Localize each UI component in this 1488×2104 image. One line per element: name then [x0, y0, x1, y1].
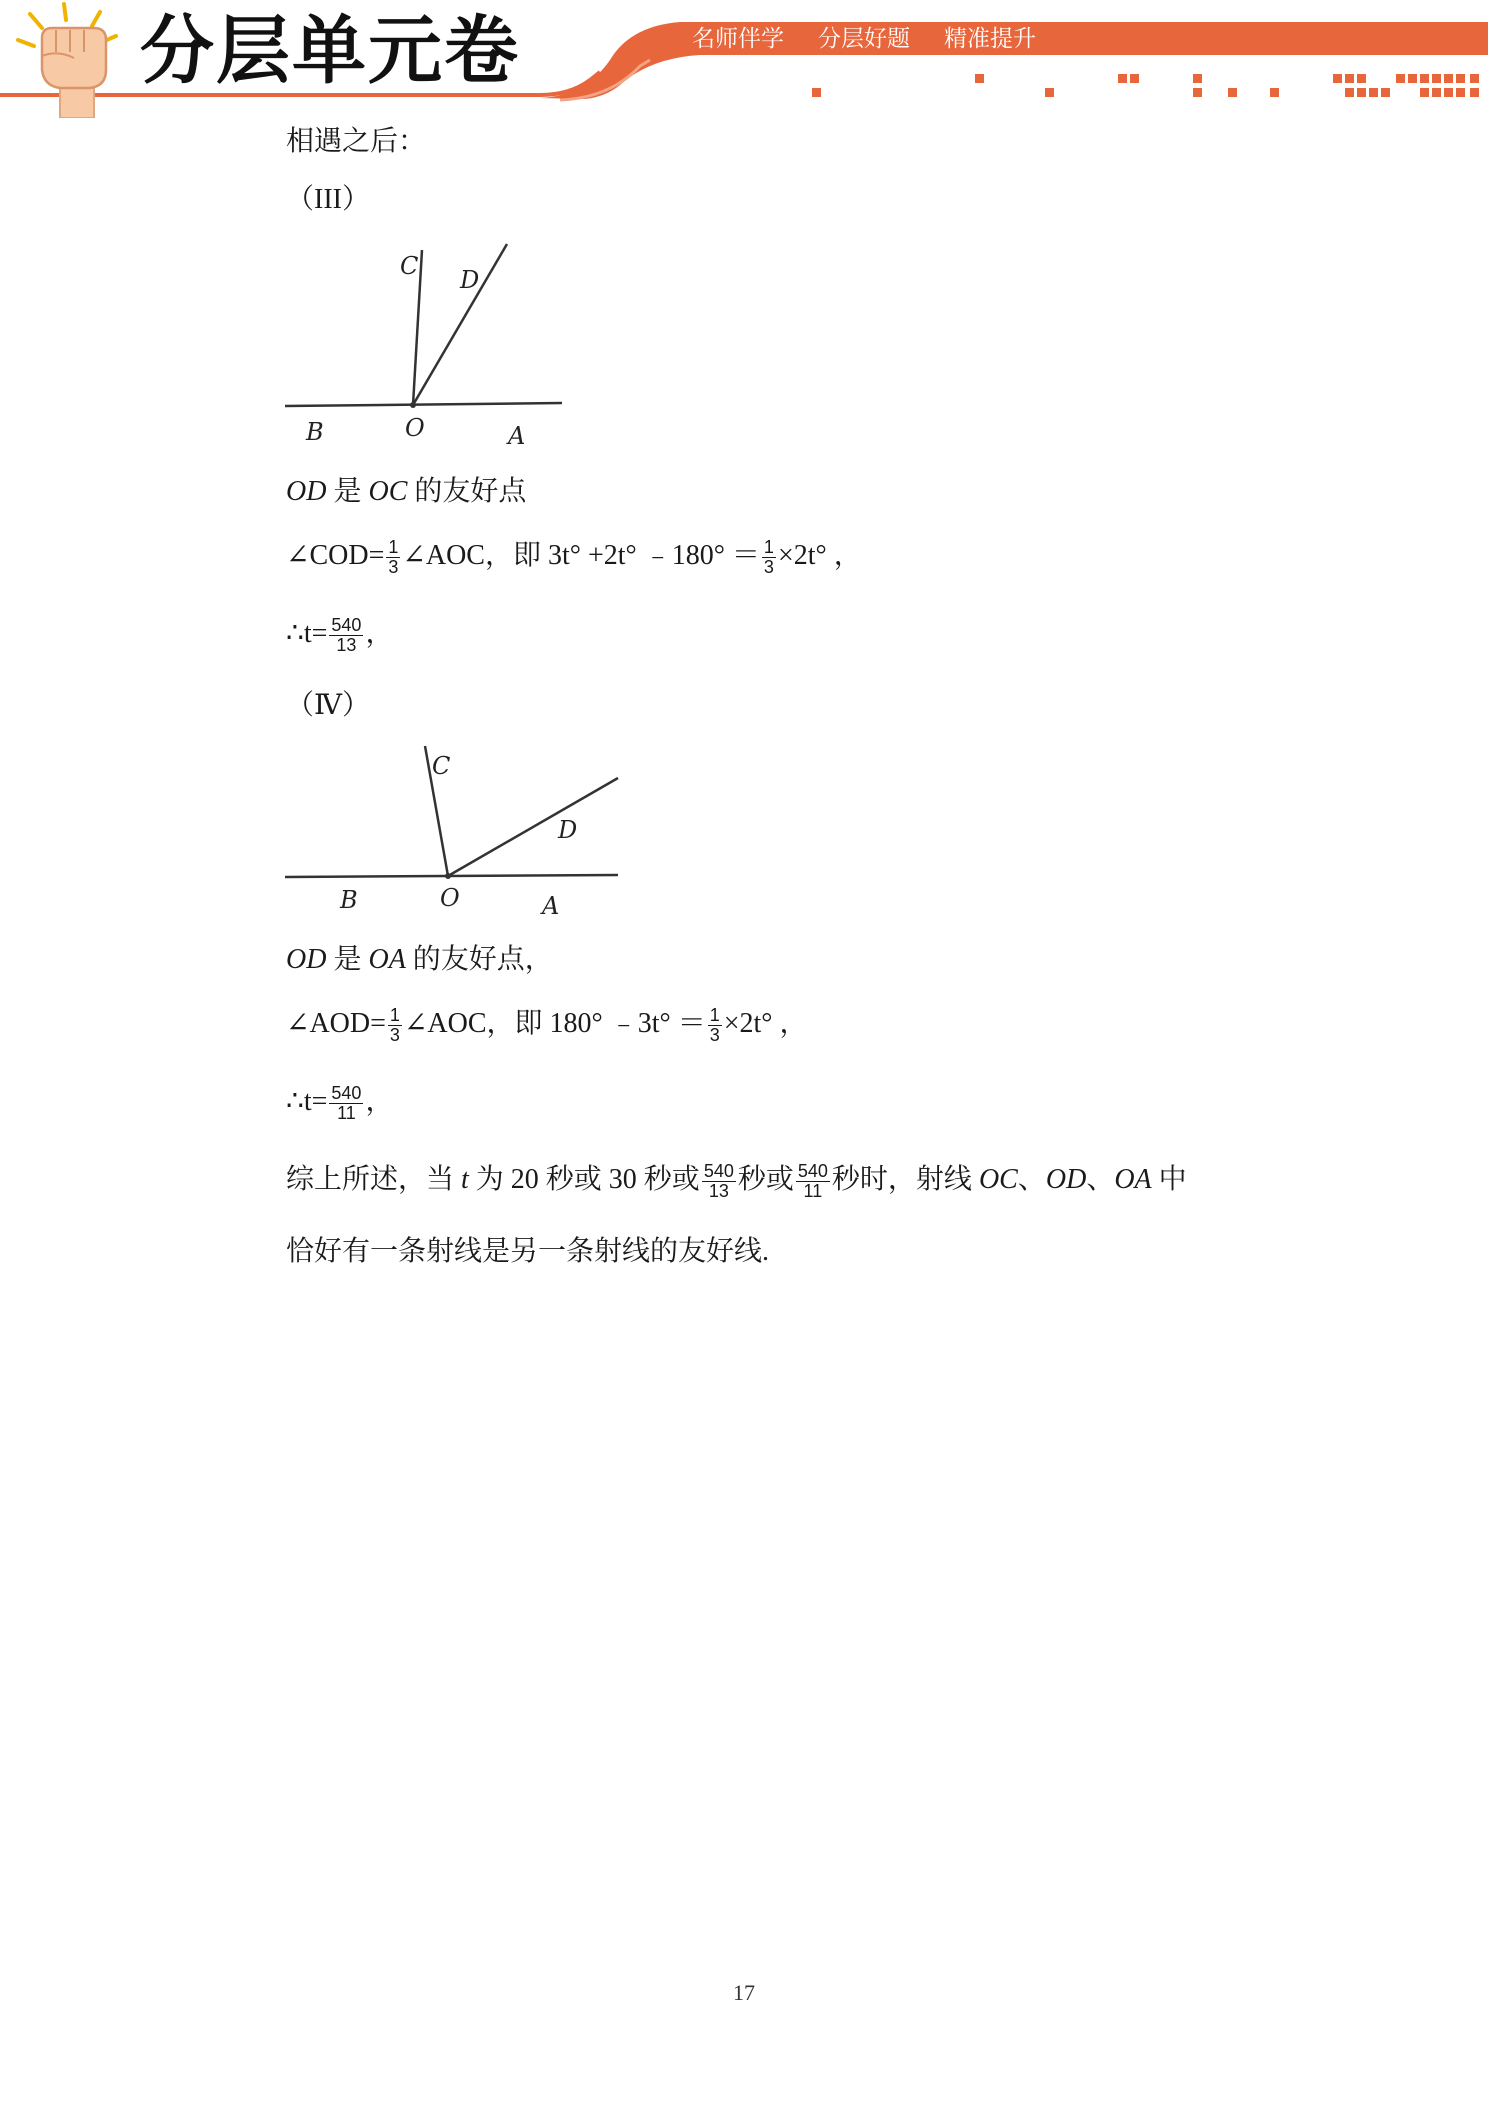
conclusion-line-1: 综上所述，当 t 为 20 秒或 30 秒或 $\frac{540}{13}$ 秒或 $\frac{540}{11}$ 秒时，射线 OC、OD、OA 中	[286, 1161, 1187, 1202]
fig4-label-d: D	[558, 816, 578, 844]
header-slogan-1: 名师伴学	[692, 26, 784, 52]
raised-fist-icon	[8, 0, 128, 118]
fig4-label-o: O	[440, 884, 460, 912]
case4-ray1: OD	[286, 944, 327, 975]
fraction-one-third: $\frac{1}{3}$	[709, 1005, 720, 1046]
fig4-label-c: C	[432, 752, 451, 780]
figure-case3	[280, 238, 580, 453]
fig3-label-o: O	[405, 414, 425, 442]
conclusion-line-2: 恰好有一条射线是另一条射线的友好线.	[286, 1236, 770, 1267]
fraction-one-third: $\frac{1}{3}$	[388, 537, 399, 578]
fraction-540-13: $\frac{540}{13}$	[703, 1161, 734, 1202]
header-title: 分层单元卷	[140, 8, 520, 94]
case4-equation: ∠AOD= $\frac{1}{3}$ ∠AOC，即 180° ﹣3t° ＝ $\frac{1}{3}$ ×2t° ，	[286, 1005, 808, 1046]
case4-label: （Ⅳ）	[286, 690, 370, 721]
case3-ray2: OC	[368, 476, 408, 507]
figure-case4	[280, 740, 630, 920]
fig3-label-b: B	[306, 418, 324, 446]
case3-statement: OD 是 OC 的友好点	[286, 476, 527, 507]
fraction-result: $\frac{540}{13}$	[331, 615, 362, 656]
case4-result: ∴t= $\frac{540}{11}$ ，	[286, 1083, 394, 1124]
page-number: 17	[733, 1980, 755, 2005]
case3-equation: ∠COD= $\frac{1}{3}$ ∠AOC，即 3t° +2t° ﹣180° ＝ $\frac{1}{3}$ ×2t° ，	[286, 537, 862, 578]
fig3-label-a: A	[508, 422, 526, 450]
intro-text: 相遇之后：	[286, 126, 427, 157]
case4-ray2: OA	[368, 944, 406, 975]
page-header	[0, 0, 1488, 120]
fig3-label-d: D	[460, 266, 480, 294]
fraction-540-11: $\frac{540}{11}$	[797, 1161, 828, 1202]
fraction-result: $\frac{540}{11}$	[331, 1083, 362, 1124]
header-slogan-3: 精准提升	[944, 26, 1036, 52]
case3-ray1: OD	[286, 476, 327, 507]
fig3-label-c: C	[400, 252, 419, 280]
fig4-label-a: A	[542, 892, 560, 920]
header-slogan-2: 分层好题	[818, 26, 910, 52]
case4-statement: OD 是 OA 的友好点，	[286, 944, 553, 975]
fig4-label-b: B	[340, 886, 358, 914]
case3-label: （III）	[286, 184, 370, 215]
fraction-one-third: $\frac{1}{3}$	[389, 1005, 400, 1046]
case3-result: ∴t= $\frac{540}{13}$ ，	[286, 615, 394, 656]
decorative-squares	[812, 74, 1479, 97]
fraction-one-third: $\frac{1}{3}$	[763, 537, 774, 578]
